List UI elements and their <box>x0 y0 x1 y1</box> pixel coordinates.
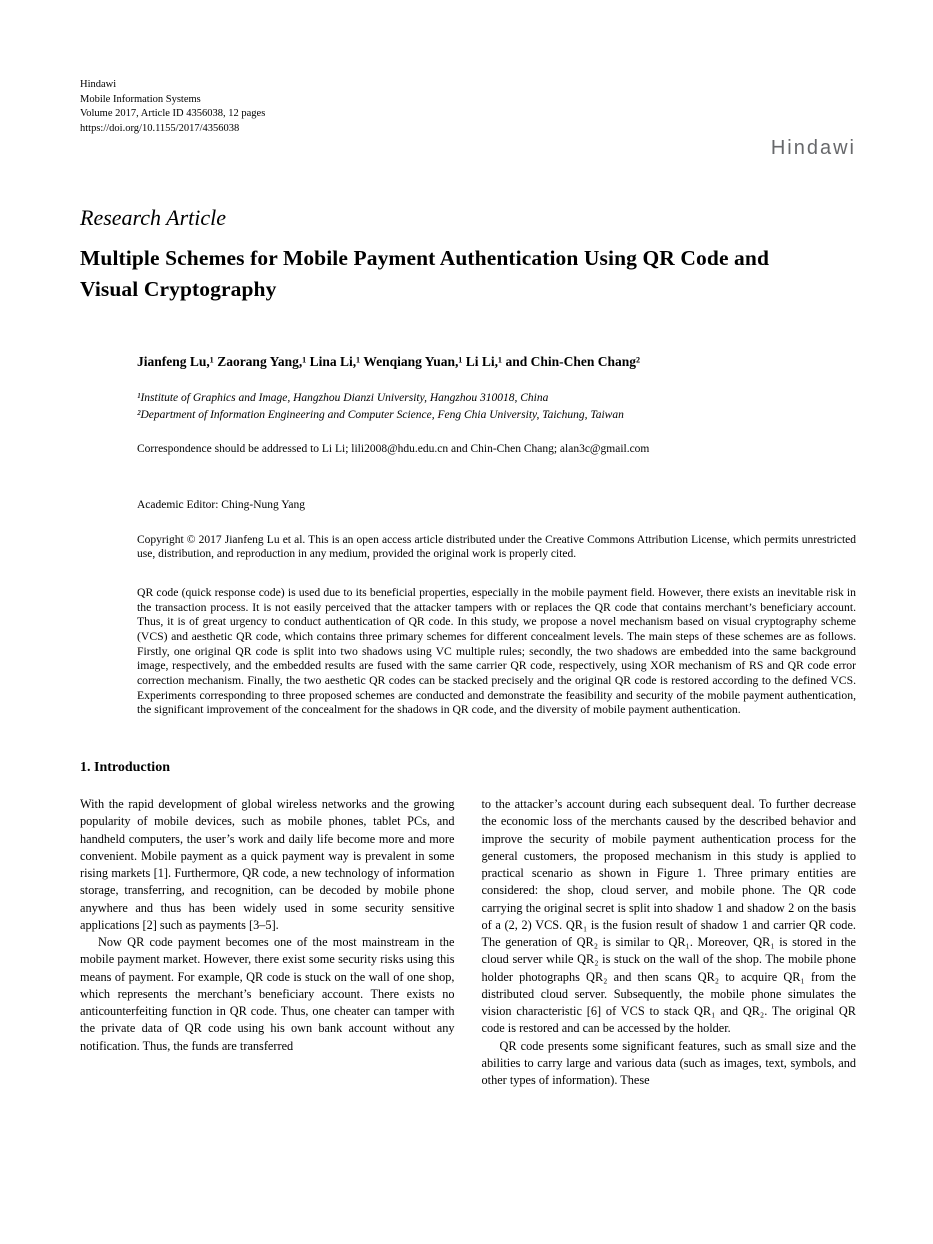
journal-name: Mobile Information Systems <box>80 93 201 105</box>
publisher-name: Hindawi <box>80 79 117 90</box>
abstract-text: QR code (quick response code) is used due to its beneficial properties, especially in the mobile payment field. However, there exists an inevitable risk in the transaction process. It is not easily perceived that the attacker tampers with or replaces the QR code that contains merchant’s beneficiary account. Thus, it is of great urgency to conduct authentication of QR code. In this study, we propose a novel mechanism based on visual cryptography scheme (VCS) and aesthetic QR code, which contains three primary schemes for different concealment levels. The main steps of these schemes are as follows. Firstly, one original QR code is split into two shadows using VC multiple rules; secondly, the two shadows are embedded into the same background image, respectively, and the embedded results are fused with the same carrier QR code, respectively, using XOR mechanism of RS and QR code error correction mechanism. Finally, the two aesthetic QR codes can be stacked precisely and the original QR code is restored according to the defined VCS. Experiments corresponding to three proposed schemes are conducted and demonstrate the feasibility and security of the mobile payment authentication, the significant improvement of the concealment for the shadows in QR code, and the diversity of mobile payment authentication. <box>137 585 856 717</box>
intro-paragraph-3: to the attacker’s account during each subsequent deal. To further decrease the economic loss of the merchants caused by the described behavior and improve the security of mobile payment authentication process for the general customers, the proposed mechanism in this study is applied to practical scenario as shown in Figure 1. Three primary entities are considered: the shop, cloud server, and mobile phone. The QR code carrying the original secret is split into shadow 1 and shadow 2 on the basis of a (2, 2) VCS. QR₁ is the fusion result of shadow 1 and carrier QR code. The generation of QR₂ is similar to QR₁. Moreover, QR₁ is stored in the cloud server while QR₂ is stuck on the wall of the shop. The mobile phone holder photographs QR₂ and then scans QR₂ to acquire QR₁ from the distributed cloud server. Subsequently, the mobile phone simulates the vision characteristic [6] of VCS to stack QR₁ and QR₂. The original QR code is restored and can be accessed by the holder. <box>481 797 856 1036</box>
affiliation-1: ¹Institute of Graphics and Image, Hangzhou Dianzi University, Hangzhou 310018, China <box>137 391 549 404</box>
copyright-notice: Copyright © 2017 Jianfeng Lu et al. This is an open access article distributed under the Creative Commons Attribution License, which permits unrestricted use, distribution, and reproduction in any medium, provided the original work is properly cited. <box>137 533 856 561</box>
authors-line: Jianfeng Lu,¹ Zaorang Yang,¹ Lina Li,¹ Wenqiang Yuan,¹ Li Li,¹ and Chin-Chen Chang² <box>137 353 641 369</box>
publication-meta <box>80 78 265 137</box>
column-left <box>80 796 455 1090</box>
intro-paragraph-2: Now QR code payment becomes one of the most mainstream in the mobile payment market. However, there exist some security risks using this means of payment. For example, QR code is stuck on the wall of one shop, which represents the merchant’s beneficiary account. There exists no anticounterfeiting function in QR code. Thus, one cheater can tamper with the private data of QR code using his own bank account without any notification. Thus, the funds are transferred <box>80 935 455 1053</box>
two-column-body <box>80 796 856 1090</box>
section-heading-introduction: 1. Introduction <box>80 760 170 776</box>
article-type-label: Research Article <box>80 205 227 230</box>
column-right <box>482 796 857 1090</box>
intro-paragraph-4: QR code presents some significant features, such as small size and the abilities to carry large and various data (such as images, text, symbols, and other types of information). These <box>481 1038 856 1088</box>
academic-editor-line: Academic Editor: Ching-Nung Yang <box>137 498 306 511</box>
affiliation-2: ²Department of Information Engineering and Computer Science, Feng Chia University, Taichung, Taiwan <box>137 409 624 422</box>
correspondence-line: Correspondence should be addressed to Li Li; lili2008@hdu.edu.cn and Chin-Chen Chang; alan3c@gmail.com <box>137 442 650 455</box>
intro-paragraph-1: With the rapid development of global wireless networks and the growing popularity of mobile devices, such as mobile phones, tablet PCs, and handheld computers, the user’s work and daily life become more and more convenient. Mobile payment as a quick payment way is prevalent in some rising markets [1]. Furthermore, QR code, a new technology of information storage, transferring, and recognition, can be decoded by mobile phone anywhere and thus has been widely used in some security sensitive applications [2] such as payments [3–5]. <box>80 797 455 932</box>
article-title: Multiple Schemes for Mobile Payment Authentication Using QR Code and Visual Cryptography <box>80 246 770 302</box>
affiliations-block <box>137 390 856 425</box>
doi-link[interactable]: https://doi.org/10.1155/2017/4356038 <box>80 123 240 135</box>
hindawi-logo: Hindawi <box>770 137 856 159</box>
front-matter <box>137 354 856 718</box>
page-header <box>80 78 856 160</box>
volume-info: Volume 2017, Article ID 4356038, 12 pages <box>80 108 266 120</box>
